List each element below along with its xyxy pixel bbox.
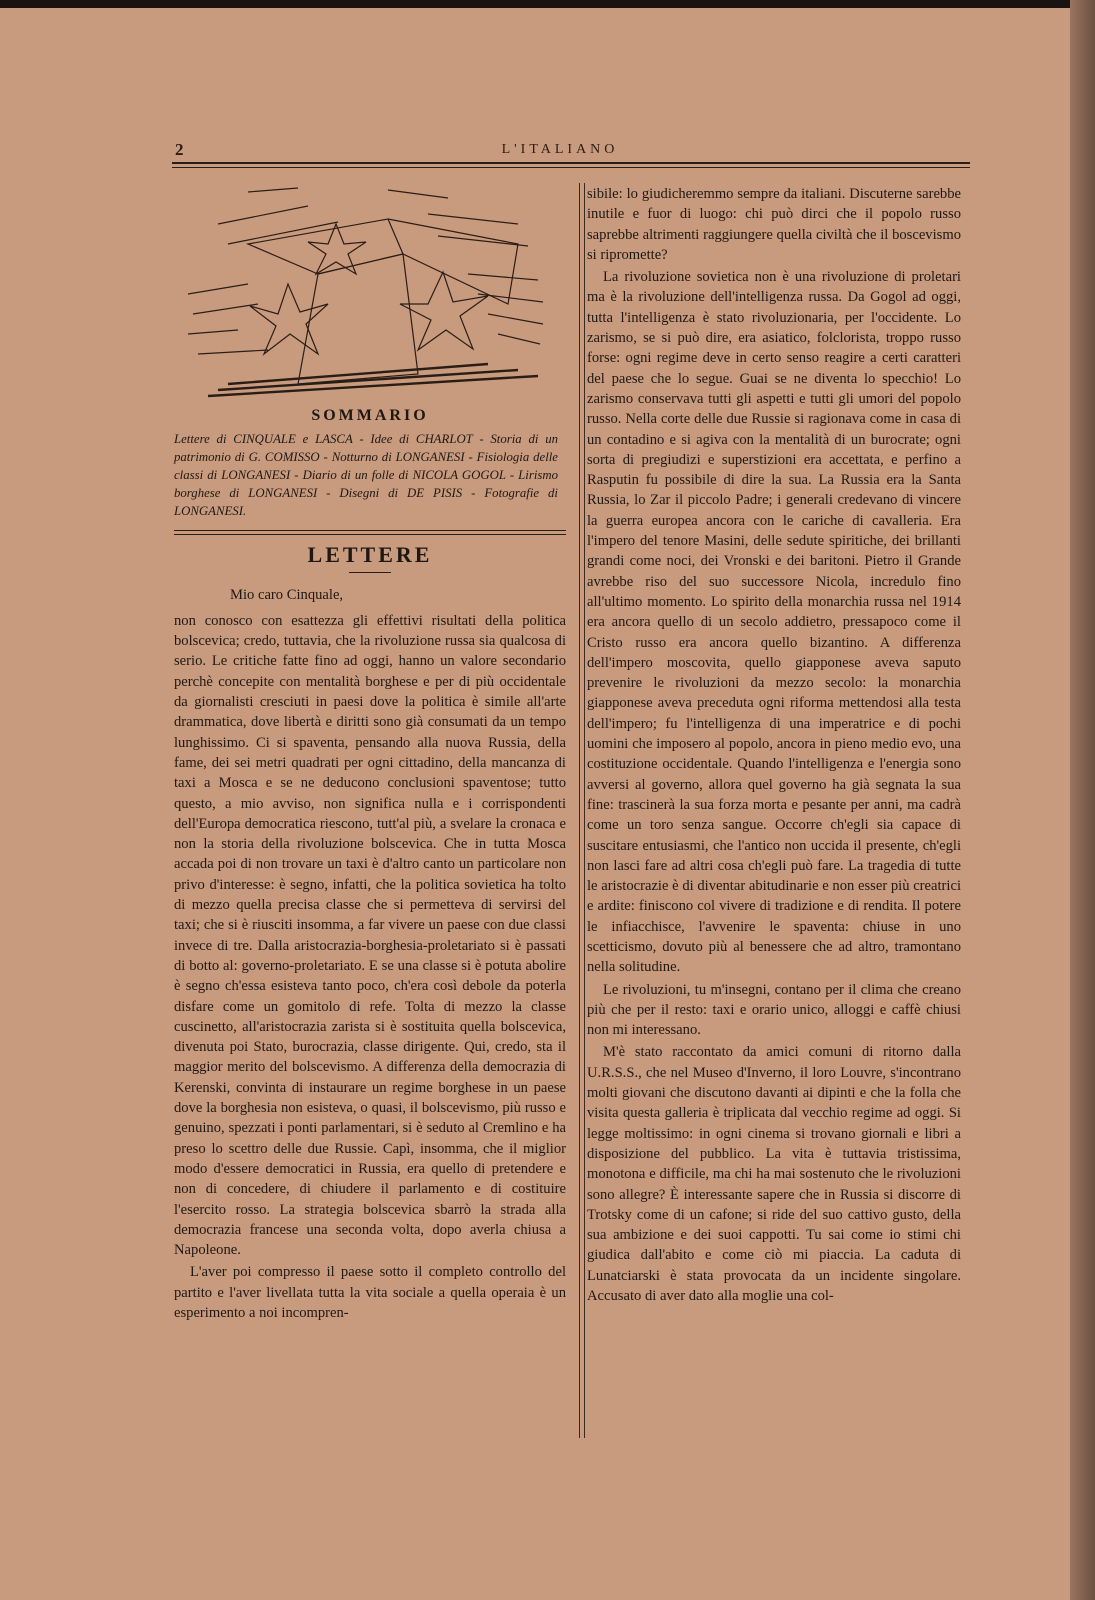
paragraph: M'è stato raccontato da amici comuni di ritorno dalla U.R.S.S., che nel Museo d'Inverno, il loro Louvre, s'incontrano molti giovani che discutono davanti ai dipinti e che la folla che visita questa galleria è triplicata dal vecchio regime ad oggi. Si legge moltissimo: in ogni cinema si trovano giornali e libri a disposizione del pubblico. La vita è tuttavia tristissima, monotona e difficile, ma chi ha mai sostenuto che le rivoluzioni sono allegre? È interessante sapere che in Russia si discorre di Trotsky come di un cafone; si ride del suo cattivo gusto, della sua ambizione e dei suoi cappotti. Tu sai come io stimi chi giudica dall'abito e come ciò mi piaccia. La caduta di Lunatciarski è stata provocata da un incidente singolare. Accusato di aver dato alla moglie una col- bbox=[587, 1044, 961, 1305]
article-title: LETTERE bbox=[307, 542, 433, 568]
page-number: 2 bbox=[175, 140, 184, 159]
sommario-text: Lettere di CINQUALE e LASCA - Idee di CHARLOT - Storia di un patrimonio di G. COMISSO - Notturno di LONGANESI - Fisiologia delle classi di LONGANESI - Diario di un folle di NICOLA GOGOL - Lirismo borghese di LONGANESI - Disegni di DE PISIS - Fotografie di LONGANESI. bbox=[174, 432, 558, 519]
salutation: Mio caro Cinquale, bbox=[230, 586, 344, 603]
column-divider bbox=[579, 183, 585, 1438]
left-column bbox=[174, 184, 566, 1323]
masthead-title: L'ITALIANO bbox=[501, 142, 619, 157]
title-rule bbox=[349, 572, 391, 573]
right-column bbox=[587, 184, 961, 1306]
paragraph: Le rivoluzioni, tu m'insegni, contano per il clima che creano più che per il resto: taxi e orario unico, alloggi e caffè chiusi non mi interessano. bbox=[587, 981, 961, 1039]
stars-drawing-icon bbox=[188, 184, 548, 404]
paragraph: La rivoluzione sovietica non è una rivoluzione di proletari ma è la rivoluzione dell'intelligenza russa. Da Gogol ad oggi, tutta l'intelligenza è stato rivoluzionaria, per l'occidente. Lo zarismo, se si può dire, era asiatico, folclorista, troppo russo forse: ogni regime deve in certo senso reagire a certi caratteri del paese che lo segue. Guai se ne diventa lo specchio! Lo zarismo conservava tutti gli aspetti e tutti gli umori del popolo russo. Nella corte delle due Russie si ragionava come in casa di un contadino e si agiva con la mentalità di un burocrate; ogni sorta di pregiudizi e superstizioni era accettata, e perfino a Rasputin fu possibile di dire la sua. La Russia era la Santa Russia, lo Zar il piccolo Padre; i generali credevano di vincere la guerra europea ancora con le cariche di cavalleria. Era l'impero del tenore Masini, delle sedute spiritiche, dei brillanti grandi come noci, dei Vronski e dei baritoni. Pietro il Grande avrebbe riso del suo successore Nicola, incredulo fino all'ultimo momento. Lo spirito della monarchia russa nel 1914 era ancora quello di un secolo addietro, pressapoco come il Cristo russo era ancora quello bizantino. A differenza dell'impero moscovita, quello giapponese aveva saputo prevenire le rivoluzioni da mezzo secolo: la monarchia giapponese aveva preceduta ogni riforma mettendosi alla testa dell'impero; fu l'intelligenza di una imperatrice e di pochi uomini che imposero al popolo, ancora in pieno medio evo, una costituzione occidentale. Quando l'intelligenza e l'energia sono avversi al governo, allora quel governo ha già segnata la sua fine: trascinerà la sua forza morta e pesante per anni, ma cadrà come un toro senza sangue. Occorre ch'egli sia capace di suscitare entusiasmi, che l'antico non uccida il presente, ch'egli non lasci fare ad altri cosa ch'egli può fare. La tragedia di tutte le aristocrazie è di diventar abitudinarie e non esser più creatrici e ardite: finiscono col vivere di tradizione e di rendita. Il potere le infiacchisce, l'avvenire le spaventa: chiuse in uno scetticismo, dovuto più al benessere che ad altro, tramontano nella solitudine. bbox=[587, 269, 961, 976]
paragraph: sibile: lo giudicheremmo sempre da italiani. Discuterne sarebbe inutile e fuor di luogo: chi può dirci che il popolo russo saprebbe altrimenti raggiungere quella civiltà che il boscevismo si ripromette? bbox=[587, 186, 961, 263]
header-rule bbox=[172, 162, 970, 168]
newspaper-page bbox=[0, 8, 1070, 1600]
sommario-title: SOMMARIO bbox=[311, 407, 429, 424]
paragraph: non conosco con esattezza gli effettivi risultati della politica bolscevica; credo, tuttavia, che la rivoluzione russa sia qualcosa di serio. Le critiche fatte fino ad oggi, hanno un valore secondario perchè concepite con mentalità borghese e per di più occidentale da giornalisti cresciuti in paesi dove la politica è simile all'arte drammatica, dove libertà e diritti sono già consumati da un tempo lunghissimo. Ci si spaventa, pensando alla nuova Russia, della fame, dei sei metri quadrati per ogni cittadino, della mancanza di taxi a Mosca e se ne deducono conclusioni spaventose; tutto questo, a mio avviso, non significa nulla e i corrispondenti dell'Europa democratica riescono, tutt'al più, a svelare la cronaca e non la storia della rivoluzione bolscevica. Che in tutta Mosca accada poi di non trovare un taxi è d'altro canto un particolare non privo d'interesse: è segno, infatti, che la politica sovietica ha tolto di mezzo quella precisa classe che si permetteva di servirsi del taxi; che si è riusciti insomma, a far vivere un paese con due classi invece di tre. Dalla aristocrazia-borghesia-proletariato si è passati di botto al: governo-proletariato. E se una classe si è potuta abolire è segno ch'essa esisteva tanto poco, ch'era così debole da poterla disfare come un gomitolo di refe. Tolta di mezzo la classe cuscinetto, all'aristocrazia zarista si è sostituita quella bolscevica, divenuta poi Stato, burocrazia, classe dirigente. Qui, credo, sta il maggior merito del bolscevismo. A differenza della democrazia di Kerenski, convinta di instaurare un regime borghese in un paese dove la borghesia non esisteva, o quasi, il bolscevismo, più russo e genuino, spezzati i ponti parlamentari, si è seduto al Cremlino e ha preso lo scettro delle due Russie. Capì, insomma, che il miglior modo d'essere democratici in Russia, era quello di pretendere e non di concedere, di chiudere il parlamento e di costituire l'esercito rosso. La strategia bolscevica sbarrò la strada alla democrazia francese una seconda volta, dopo averla chiusa a Napoleone. bbox=[174, 612, 566, 1259]
page-edge bbox=[1070, 0, 1095, 1600]
sommario-rule bbox=[174, 530, 566, 535]
paragraph: L'aver poi compresso il paese sotto il completo controllo del partito e l'aver livellata tutta la vita sociale a quella operaia è un esperimento a noi incompren- bbox=[174, 1264, 566, 1321]
